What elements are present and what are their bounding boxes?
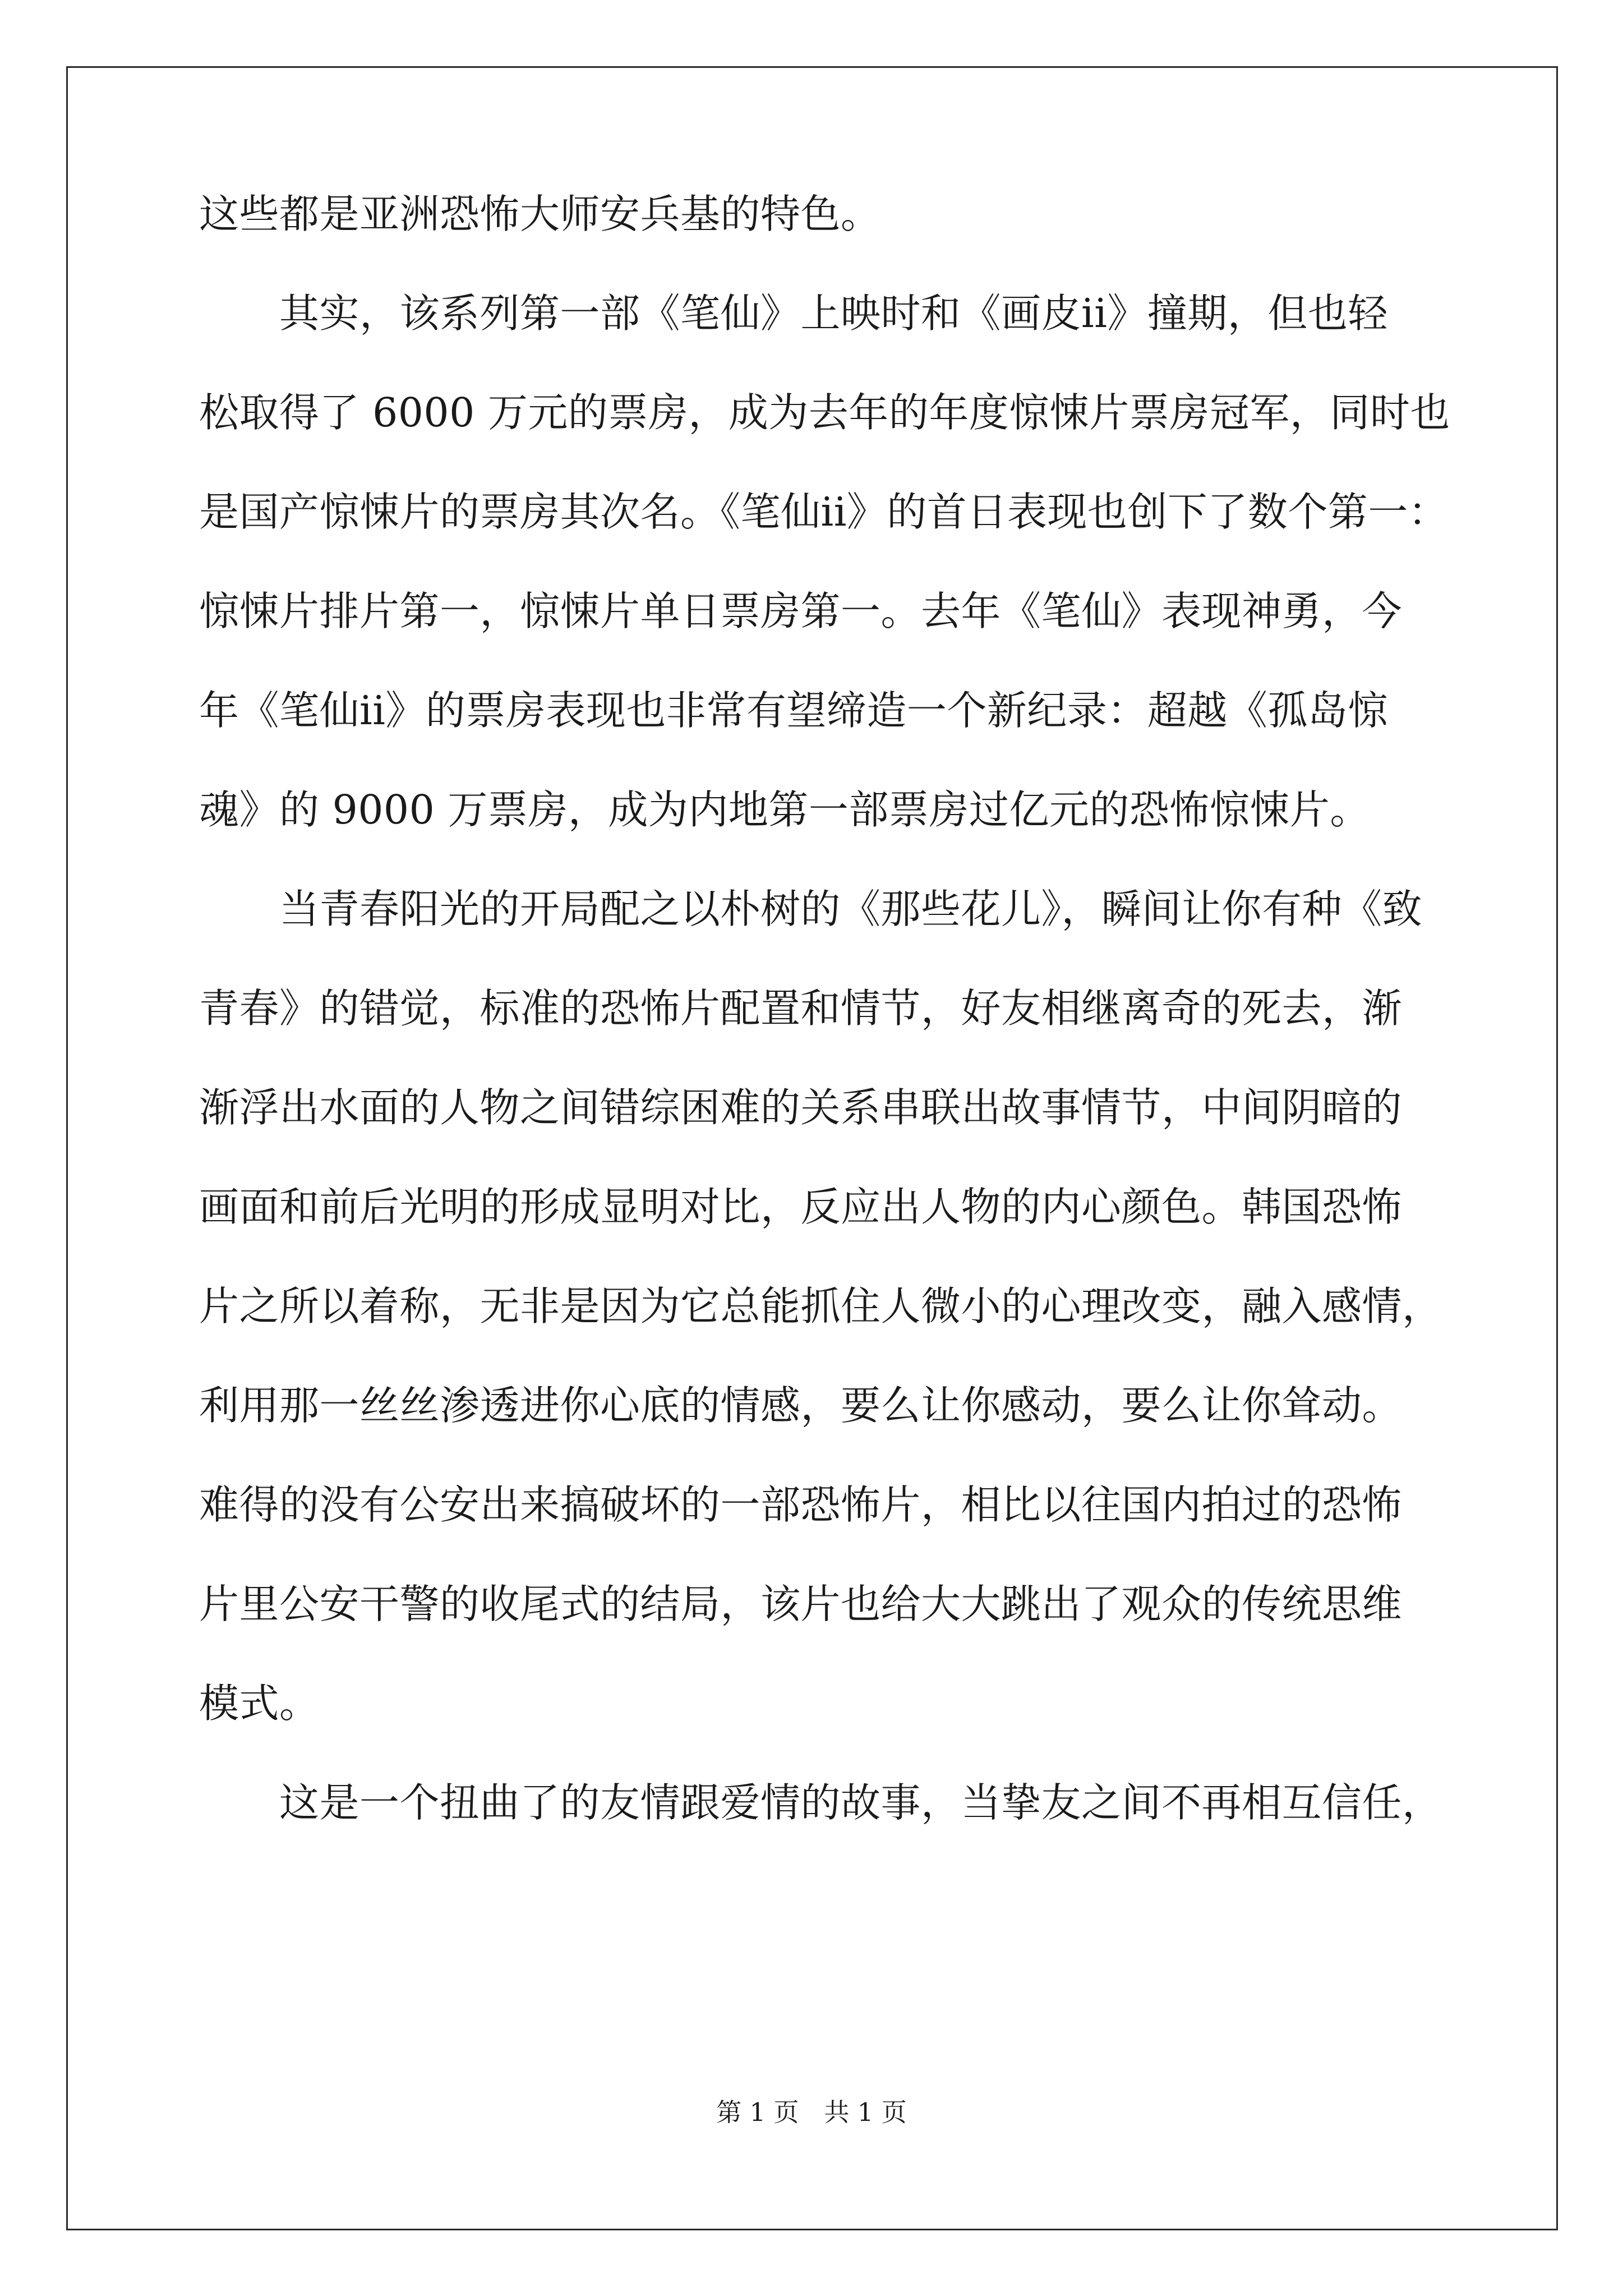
text-line: 片里公安干警的收尾式的结局，该片也给大大跳出了观众的传统思维 <box>199 1581 1403 1627</box>
text-line: 惊悚片排片第一，惊悚片单日票房第一。去年《笔仙》表现神勇，今 <box>199 588 1403 634</box>
text-line: 片之所以着称，无非是因为它总能抓住人微小的心理改变，融入感情， <box>199 1283 1442 1329</box>
text-line: 当青春阳光的开局配之以朴树的《那些花儿》，瞬间让你有种《致 <box>199 886 1423 932</box>
text-line: 青春》的错觉，标准的恐怖片配置和情节，好友相继离奇的死去，渐 <box>199 985 1403 1032</box>
text-line: 利用那一丝丝渗透进你心底的情感，要么让你感动，要么让你耸动。 <box>199 1382 1403 1429</box>
text-line: 这是一个扭曲了的友情跟爱情的故事，当挚友之间不再相互信任， <box>199 1779 1442 1826</box>
text-line: 模式。 <box>199 1680 320 1727</box>
text-line: 其实，该系列第一部《笔仙》上映时和《画皮ii》撞期，但也轻 <box>199 290 1388 337</box>
text-line: 这些都是亚洲恐怖大师安兵基的特色。 <box>199 191 881 237</box>
page-number-footer: 第 1 页 共 1 页 <box>716 2097 907 2127</box>
document-body <box>199 191 1450 1826</box>
text-line: 年《笔仙ii》的票房表现也非常有望缔造一个新纪录：超越《孤岛惊 <box>199 687 1388 734</box>
text-line: 是国产惊悚片的票房其次名。《笔仙ii》的首日表现也创下了数个第一： <box>199 489 1449 535</box>
text-line: 渐浮出水面的人物之间错综困难的关系串联出故事情节，中间阴暗的 <box>199 1084 1403 1131</box>
text-line: 魂》的 9000 万票房，成为内地第一部票房过亿元的恐怖惊悚片。 <box>199 786 1370 833</box>
text-line: 画面和前后光明的形成显明对比，反应出人物的内心颜色。韩国恐怖 <box>199 1184 1403 1230</box>
text-line: 难得的没有公安出来搞破坏的一部恐怖片，相比以往国内拍过的恐怖 <box>199 1481 1403 1528</box>
text-line: 松取得了 6000 万元的票房，成为去年的年度惊悚片票房冠军，同时也 <box>199 389 1450 436</box>
